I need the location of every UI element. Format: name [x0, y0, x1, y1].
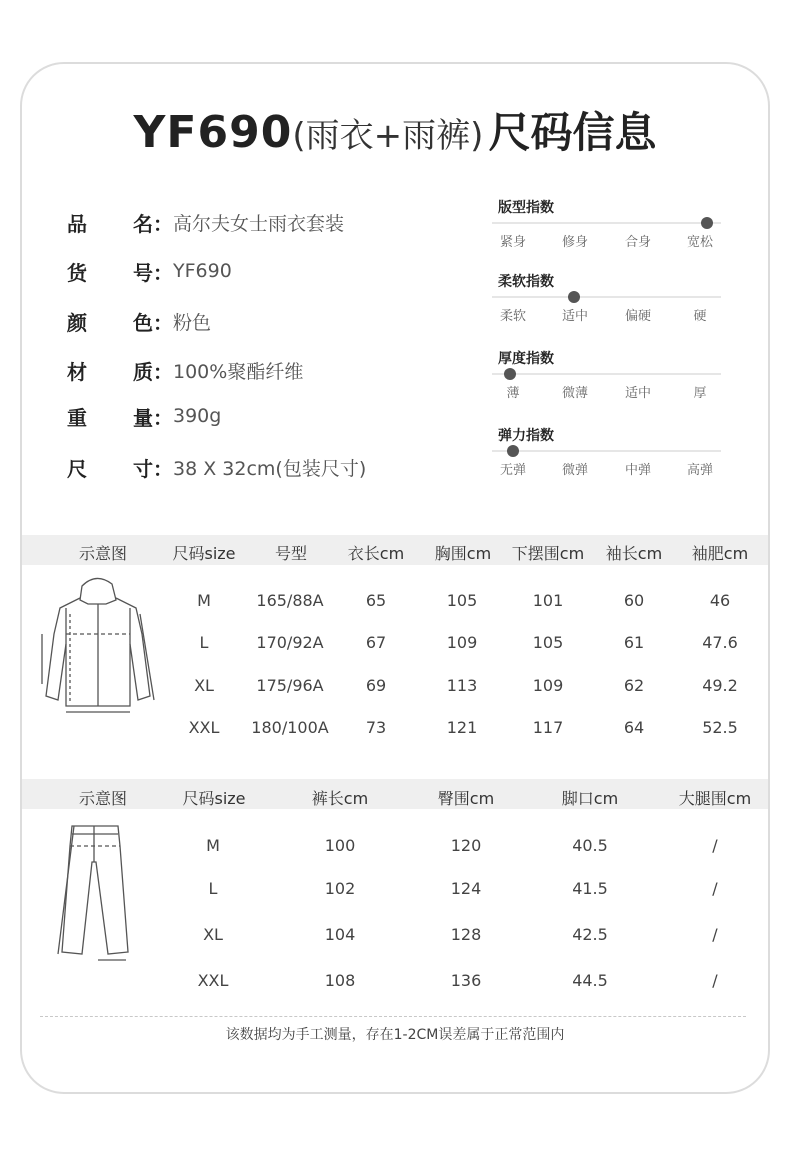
title-code: YF690 [133, 107, 293, 158]
pants-table-cell: 44.5 [572, 971, 608, 990]
jacket-table-cell: 52.5 [702, 718, 738, 737]
pants-table-cell: 104 [324, 925, 356, 944]
jacket-column-header: 号型 [274, 544, 308, 563]
jacket-table-cell: L [199, 633, 209, 652]
jacket-table-cell: 64 [623, 718, 645, 737]
measurement-note: 该数据均为手工测量，存在1-2CM误差属于正常范围内 [225, 1027, 565, 1043]
page-title [0, 100, 790, 160]
jacket-table-cell: 165/88A [256, 591, 324, 610]
index-label: 适中 [561, 309, 588, 324]
jacket-column-header: 袖长cm [605, 544, 663, 563]
pants-table-cell: XL [203, 925, 223, 944]
index-title: 柔软指数 [498, 274, 554, 290]
jacket-table-cell: 101 [532, 591, 564, 610]
jacket-table-cell: 62 [623, 676, 645, 695]
info-value: YF690 [173, 260, 232, 282]
index-label: 紧身 [499, 235, 526, 250]
info-value: 粉色 [173, 311, 212, 334]
jacket-table-cell: 105 [532, 633, 564, 652]
info-label: 材 质： [67, 359, 173, 384]
pants-header-band [22, 779, 768, 809]
pants-table-cell: M [206, 836, 220, 855]
pants-column-header: 示意图 [78, 789, 128, 808]
jacket-table-cell: 60 [623, 591, 645, 610]
pants-column-header: 裤长cm [311, 789, 369, 808]
jacket-column-header: 衣长cm [347, 544, 405, 563]
jacket-table-cell: 109 [532, 676, 564, 695]
info-row-weight [67, 401, 221, 431]
pants-column-header: 臀围cm [437, 789, 495, 808]
jacket-table-cell: XL [194, 676, 214, 695]
jacket-table-cell: 175/96A [256, 676, 324, 695]
index-track [492, 222, 721, 224]
jacket-table-cell: M [197, 591, 211, 610]
info-label: 尺 寸： [67, 456, 173, 481]
index-label: 微薄 [561, 386, 588, 401]
index-label: 合身 [624, 235, 651, 250]
pants-column-header: 脚口cm [561, 789, 619, 808]
pants-table-cell: 108 [324, 971, 356, 990]
index-track [492, 450, 721, 452]
info-value: 高尔夫女士雨衣套装 [173, 212, 345, 235]
jacket-table-cell: 47.6 [702, 633, 738, 652]
jacket-table-cell: 69 [365, 676, 387, 695]
info-value: 38 X 32cm(包装尺寸) [173, 457, 367, 480]
index-title: 厚度指数 [498, 351, 554, 367]
pants-table-cell: L [208, 879, 218, 898]
jacket-table-cell: 170/92A [256, 633, 324, 652]
jacket-column-header: 尺码size [172, 544, 236, 563]
index-label: 中弹 [624, 463, 651, 478]
title-sub: (雨衣+雨裤) [292, 116, 484, 156]
pants-table-cell: 100 [324, 836, 356, 855]
pants-table-cell: / [712, 971, 718, 990]
pants-table-cell: / [712, 879, 718, 898]
info-value: 390g [173, 405, 222, 427]
info-row-color [67, 306, 211, 336]
info-value: 100%聚酯纤维 [173, 360, 304, 383]
pants-column-header: 尺码size [182, 789, 246, 808]
pants-table-cell: 40.5 [572, 836, 608, 855]
index-label: 宽松 [686, 235, 713, 250]
index-label: 薄 [506, 386, 520, 401]
jacket-column-header: 下摆围cm [511, 544, 585, 563]
jacket-column-header: 示意图 [78, 544, 128, 563]
jacket-table-cell: 61 [623, 633, 645, 652]
jacket-table-cell: 65 [365, 591, 387, 610]
jacket-table-cell: 113 [446, 676, 478, 695]
index-marker [507, 445, 519, 457]
jacket-column-header: 袖肥cm [691, 544, 749, 563]
jacket-table-cell: 73 [365, 718, 387, 737]
pants-table-cell: 124 [450, 879, 482, 898]
info-row-size [67, 452, 366, 482]
pants-sketch-icon [54, 822, 134, 964]
divider [40, 1016, 746, 1017]
info-label: 重 量： [67, 405, 173, 430]
index-track [492, 296, 721, 298]
index-label: 无弹 [499, 463, 526, 478]
index-title: 版型指数 [498, 200, 554, 216]
pants-table-cell: 41.5 [572, 879, 608, 898]
info-label: 品 名： [67, 211, 173, 236]
jacket-sketch-icon [36, 574, 162, 714]
info-row-name [67, 207, 344, 237]
jacket-table-cell: 46 [709, 591, 731, 610]
index-label: 厚 [693, 386, 707, 401]
index-label: 高弹 [686, 463, 713, 478]
info-row-code [67, 256, 232, 286]
jacket-table-cell: 67 [365, 633, 387, 652]
info-label: 货 号： [67, 260, 173, 285]
jacket-table-cell: XXL [188, 718, 220, 737]
index-label: 适中 [624, 386, 651, 401]
pants-table-cell: / [712, 925, 718, 944]
index-track [492, 373, 721, 375]
pants-table-cell: 120 [450, 836, 482, 855]
index-label: 柔软 [499, 309, 526, 324]
info-label: 颜 色： [67, 310, 173, 335]
jacket-table-cell: 105 [446, 591, 478, 610]
info-row-material [67, 355, 303, 385]
pants-table-cell: 102 [324, 879, 356, 898]
jacket-table-cell: 49.2 [702, 676, 738, 695]
pants-column-header: 大腿围cm [678, 789, 752, 808]
pants-table-cell: 136 [450, 971, 482, 990]
jacket-table-cell: 109 [446, 633, 478, 652]
index-title: 弹力指数 [498, 428, 554, 444]
pants-table-cell: 42.5 [572, 925, 608, 944]
jacket-column-header: 胸围cm [434, 544, 492, 563]
jacket-table-cell: 180/100A [251, 718, 329, 737]
pants-table-cell: 128 [450, 925, 482, 944]
title-main: 尺码信息 [488, 108, 657, 157]
jacket-table-cell: 117 [532, 718, 564, 737]
pants-table-cell: XXL [197, 971, 229, 990]
index-label: 硬 [693, 309, 707, 324]
jacket-table-cell: 121 [446, 718, 478, 737]
index-label: 偏硬 [624, 309, 651, 324]
pants-table-cell: / [712, 836, 718, 855]
index-label: 微弹 [561, 463, 588, 478]
index-label: 修身 [561, 235, 588, 250]
